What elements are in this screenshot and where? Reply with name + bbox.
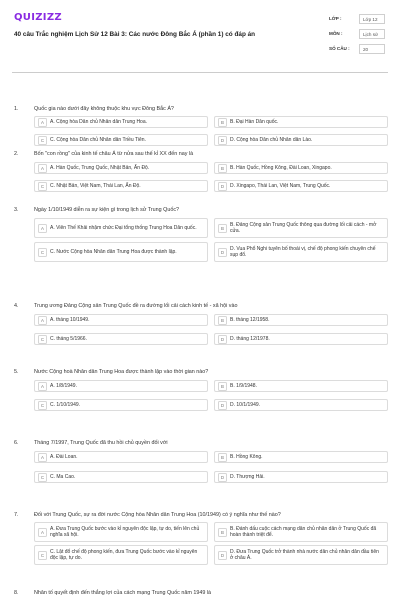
option-text: D. Cộng hòa Dân chủ Nhân dân Lào. [230, 136, 313, 143]
question-number: 7. [14, 512, 19, 518]
option-text: C. tháng 5/1966. [50, 335, 87, 342]
answer-option[interactable] [214, 545, 388, 565]
question-number: 6. [14, 440, 19, 446]
option-letter-badge: A [38, 528, 47, 537]
option-text: A. 1/8/1949. [50, 382, 77, 389]
option-text: B. Hàn Quốc, Hồng Kông, Đài Loan, Xingapo. [230, 164, 332, 171]
option-text: B. 1/9/1948. [230, 382, 257, 389]
question-number: 4. [14, 303, 19, 309]
option-text: D. Xingapo, Thái Lan, Việt Nam, Trung Quốc. [230, 182, 331, 189]
answer-option[interactable] [34, 162, 208, 174]
answer-option[interactable] [34, 116, 208, 128]
option-text: C. Cộng hòa Dân chủ Nhân dân Triều Tiên. [50, 136, 146, 143]
answer-option[interactable] [34, 399, 208, 411]
question-text: Nước Cộng hoà Nhân dân Trung Hoa được thành lập vào thời gian nào? [34, 369, 209, 375]
answer-option[interactable] [214, 162, 388, 174]
option-letter-badge: A [38, 316, 47, 325]
option-letter-badge: B [218, 164, 227, 173]
answer-option[interactable] [34, 522, 208, 542]
answer-option[interactable] [214, 134, 388, 146]
option-letter-badge: C [38, 473, 47, 482]
answer-option[interactable] [214, 333, 388, 345]
option-text: A. Viên Thế Khải nhậm chức Đại tổng thống Trung Hoa Dân quốc. [50, 224, 197, 231]
meta-info [325, 14, 387, 59]
question-number: 8. [14, 590, 19, 596]
answer-option[interactable] [214, 314, 388, 326]
option-letter-badge: A [38, 453, 47, 462]
option-text: A. Đưa Trung Quốc bước vào kỉ nguyên độc lập, tự do, tiến lên chủ nghĩa xã hội. [50, 525, 200, 538]
option-letter-badge: B [218, 118, 227, 127]
option-text: D. 10/1/1949. [230, 401, 261, 408]
answer-option[interactable] [214, 380, 388, 392]
option-text: A. Hàn Quốc, Trung Quốc, Nhật Bản, Ấn Độ. [50, 164, 150, 171]
question-number: 1. [14, 106, 19, 112]
answer-option[interactable] [214, 180, 388, 192]
question-text: Bốn "con rồng" của kinh tế châu Á từ nửa sau thế kỉ XX đến nay là [34, 151, 194, 157]
option-letter-badge: D [218, 182, 227, 191]
option-letter-badge: C [38, 182, 47, 191]
option-letter-badge: A [38, 118, 47, 127]
meta-value: 20 [359, 44, 385, 54]
answer-option[interactable] [214, 218, 388, 238]
option-text: B. Đại Hàn Dân quốc. [230, 118, 279, 125]
option-letter-badge: D [218, 335, 227, 344]
option-letter-badge: B [218, 224, 227, 233]
header-divider [12, 72, 388, 73]
answer-option[interactable] [34, 471, 208, 483]
option-text: D. tháng 12/1978. [230, 335, 270, 342]
document-header [0, 0, 400, 70]
answer-option[interactable] [34, 314, 208, 326]
meta-row-class [325, 14, 387, 29]
option-letter-badge: D [218, 473, 227, 482]
option-letter-badge: D [218, 248, 227, 257]
option-text: B. tháng 12/1958. [230, 316, 270, 323]
answer-option[interactable] [214, 116, 388, 128]
answer-option[interactable] [34, 451, 208, 463]
answer-option[interactable] [214, 242, 388, 262]
meta-row-count [325, 44, 387, 59]
question-number: 2. [14, 151, 19, 157]
option-text: C. Ma Cao. [50, 473, 76, 480]
answer-option[interactable] [34, 218, 208, 238]
option-text: C. Nước Cộng hòa Nhân dân Trung Hoa được thành lập. [50, 248, 177, 255]
option-letter-badge: B [218, 382, 227, 391]
quizizz-logo: QUIZIZZ [14, 12, 62, 23]
option-text: B. Đánh dấu cuộc cách mạng dân chủ nhân dân ở Trung Quốc đã hoàn thành triệt để. [230, 525, 377, 538]
answer-option[interactable] [34, 134, 208, 146]
option-text: D. Đưa Trung Quốc trở thành nhà nước dân chủ nhân dân đầu tiên ở châu Á. [230, 548, 379, 561]
option-letter-badge: D [218, 401, 227, 410]
option-letter-badge: C [38, 248, 47, 257]
option-letter-badge: C [38, 335, 47, 344]
option-letter-badge: C [38, 136, 47, 145]
option-text: C. Nhật Bản, Việt Nam, Thái Lan, Ấn Độ. [50, 182, 141, 189]
option-letter-badge: A [38, 224, 47, 233]
answer-option[interactable] [34, 180, 208, 192]
option-letter-badge: B [218, 453, 227, 462]
option-letter-badge: B [218, 316, 227, 325]
question-text: Quốc gia nào dưới đây không thuộc khu vực Đông Bắc Á? [34, 106, 174, 112]
question-text: Đối với Trung Quốc, sự ra đời nước Cộng hòa Nhân dân Trung Hoa (10/1949) có ý nghĩa như thế nào? [34, 512, 281, 518]
meta-label: SỐ CÂU : [329, 46, 350, 51]
option-letter-badge: D [218, 136, 227, 145]
meta-label: MÔN : [329, 31, 343, 36]
question-text: Ngày 1/10/1949 diễn ra sự kiện gì trong lịch sử Trung Quốc? [34, 207, 180, 213]
option-letter-badge: C [38, 551, 47, 560]
question-text: Nhân tố quyết định đến thắng lợi của cách mạng Trung Quốc năm 1949 là [34, 590, 212, 596]
question-text: Trung ương Đảng Cộng sản Trung Quốc đề ra đường lối cải cách kinh tế - xã hội vào [34, 303, 238, 309]
answer-option[interactable] [214, 471, 388, 483]
answer-option[interactable] [214, 522, 388, 542]
meta-value: Lịch sử [359, 29, 385, 39]
option-letter-badge: C [38, 401, 47, 410]
question-number: 5. [14, 369, 19, 375]
option-letter-badge: B [218, 528, 227, 537]
answer-option[interactable] [34, 333, 208, 345]
answer-option[interactable] [34, 242, 208, 262]
option-text: D. Vua Phổ Nghi tuyên bố thoái vị, chế độ phong kiến chuyên chế sụp đổ. [230, 245, 376, 258]
meta-value: Lớp 12 [359, 14, 385, 24]
option-text: B. Hồng Kông. [230, 453, 263, 460]
option-letter-badge: A [38, 164, 47, 173]
option-text: A. Cộng hòa Dân chủ Nhân dân Trung Hoa. [50, 118, 148, 125]
option-letter-badge: D [218, 551, 227, 560]
option-letter-badge: A [38, 382, 47, 391]
option-text: D. Thượng Hải. [230, 473, 265, 480]
meta-label: LỚP : [329, 16, 342, 21]
meta-row-subject [325, 29, 387, 44]
option-text: C. Lật đổ chế độ phong kiến, đưa Trung Quốc bước vào kỉ nguyên độc lập, tự do. [50, 548, 198, 561]
answer-option[interactable] [214, 451, 388, 463]
option-text: A. tháng 10/1949. [50, 316, 90, 323]
question-text: Tháng 7/1997, Trung Quốc đã thu hồi chủ quyền đối với [34, 440, 168, 446]
option-text: C. 1/10/1949. [50, 401, 81, 408]
answer-option[interactable] [214, 399, 388, 411]
answer-option[interactable] [34, 545, 208, 565]
page-title: 40 câu Trắc nghiệm Lịch Sử 12 Bài 3: Các nước Đông Bắc Á (phần 1) có đáp án [14, 31, 256, 38]
option-text: B. Đảng Cộng sản Trung Quốc thông qua đường lối cải cách - mở cửa. [230, 221, 377, 234]
option-text: A. Đài Loan. [50, 453, 78, 460]
answer-option[interactable] [34, 380, 208, 392]
question-number: 3. [14, 207, 19, 213]
